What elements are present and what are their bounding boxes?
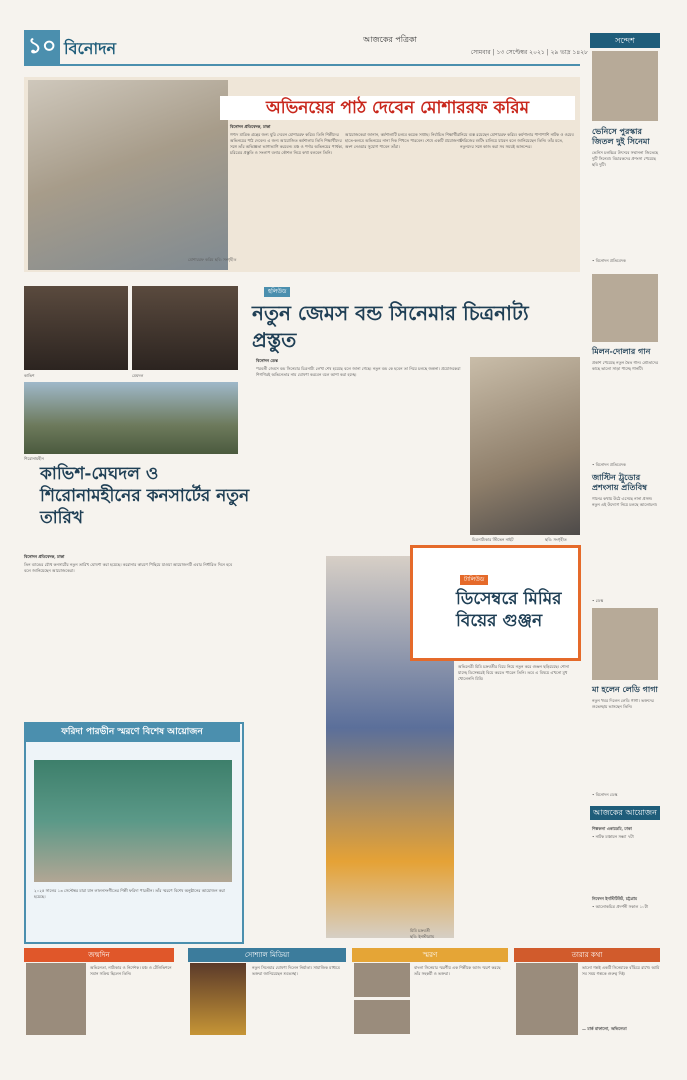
lead-column-3: নিয়ে ব্যস্ত রয়েছেন মোশাররফ করিম। কর্মশালার পাশাপাশি নাটক ও ওয়েব সিরিজের শুটিং চালিয়ে যাবেন বলে জানিয়েছেন তিনি। তাঁর মতে, নতুনদের সঙ্গে কাজ করা সব সময়ই আনন্দের। (460, 132, 574, 149)
paper-name: আজকের পত্রিকা (363, 35, 417, 44)
ajker-event-2: • আলোকচিত্র প্রদর্শনী সকাল ১০টা (592, 904, 649, 909)
farida-body: ২০২৫ সালের ১৩ সেপ্টেম্বর মারা যান লালনসংগীতের শিল্পী ফরিদা পারভীন। তাঁর স্মরণে বিশেষ অনুষ্ঠানের আয়োজন করা হয়েছে। (34, 888, 225, 899)
sidebar-headline-4[interactable]: মা হলেন লেডি গাগা (592, 684, 658, 694)
strip-photo-memory-2 (354, 1000, 410, 1034)
strip-text-star: ভালো গল্পই একটি সিনেমাকে বাঁচিয়ে রাখে। আমি সব সময় গল্পকে গুরুত্ব দিই। (582, 965, 660, 976)
section-title: বিনোদন (64, 39, 117, 58)
ajker-event-1: • নাটক মঞ্চায়ন সন্ধ্যা ৭টা (592, 834, 634, 839)
band-photo-kavish (24, 286, 128, 370)
farida-headline[interactable]: ফরিদা পারভীন স্মরণে বিশেষ আয়োজন (24, 722, 240, 742)
bond-byline: বিনোদন ডেস্ক (256, 358, 278, 363)
mimi-section-tag: টালিউড (460, 575, 488, 585)
lead-photo (28, 80, 228, 270)
mimi-body: অভিনেত্রী মিমি চক্রবর্তীর বিয়ে নিয়ে নতুন করে গুঞ্জন ছড়িয়েছে। শোনা যাচ্ছে ডিসেম্বরেই বিয়ে করতে পারেন তিনি। তবে এ বিষয়ে এখনো মুখ খোলেননি মিমি। (458, 664, 570, 681)
mimi-photo-caption: মিমি চক্রবর্তী (410, 928, 430, 933)
bond-body: পরবর্তী জেমস বন্ড সিনেমার চিত্রনাট্য লেখা শেষ হয়েছে বলে জানা গেছে। নতুন বন্ড কে হবেন তা নিয়ে চলছে জল্পনা। প্রযোজকেরা শিগগিরই অভিনেতার নাম ঘোষণা করবেন বলে আশা করা হচ্ছে। (256, 366, 461, 377)
band-caption-3: শিরোনামহীন (24, 456, 44, 461)
strip-header-memory: স্মরণ (352, 948, 508, 962)
masthead-rule (24, 64, 580, 66)
sidebar-text-4: নতুন খবর দিলেন লেডি গাগা। ভক্তদের শুভেচ্ছায় ভাসছেন তিনি। (592, 698, 654, 709)
bond-photo (470, 357, 580, 535)
bond-section-tag: হলিউড (264, 287, 290, 297)
strip-header-birthday: জন্মদিন (24, 948, 174, 962)
mimi-headline[interactable]: ডিসেম্বরে মিমির বিয়ের গুঞ্জন (456, 589, 562, 631)
band-caption-2: মেঘদল (132, 373, 144, 378)
sidebar-byline-1: • বিনোদন প্রতিবেদক (592, 258, 626, 263)
sidebar-photo-4 (592, 608, 658, 680)
strip-photo-birthday (26, 963, 86, 1035)
bond-photo-caption: চিত্রনাট্যকার স্টিভেন নাইট (472, 537, 514, 542)
sidebar-headline-2[interactable]: মিলন-দোলার গান (592, 346, 651, 356)
strip-photo-star (516, 963, 578, 1035)
page-number: ১০ (24, 30, 60, 64)
strip-header-star-talk: তারার কথা (514, 948, 660, 962)
strip-poster-social (190, 963, 246, 1035)
lead-byline: বিনোদন প্রতিবেদক, ঢাকা (230, 124, 271, 129)
ajker-venue-1: শিল্পকলা একাডেমি, ঢাকা (592, 826, 632, 831)
sidebar-photo-1 (592, 51, 658, 121)
farida-photo (34, 760, 232, 882)
ajker-aayojon-header: আজকের আয়োজন (590, 806, 660, 820)
band-headline[interactable]: কাভিশ-মেঘদল ও শিরোনামহীনের কনসার্টের নতুন তারিখ (40, 464, 250, 528)
sidebar-headline-3[interactable]: জাস্টিন ট্রুডোর প্রশংসায় প্রতিবিম্ব (592, 472, 647, 492)
lead-column-2: আয়োজকেরা জানান, কর্মশালাটি চলবে কয়েক সপ্তাহ। নির্বাচিত শিক্ষার্থীরা হাতে-কলমে অভিনয়ের নানা দিক শিখতে পারবেন। শেষে একটি প্রযোজনায় অংশ নেওয়ার সুযোগ পাবেন তাঁরা। (345, 132, 463, 149)
dateline: সোমবার | ১৩ সেপ্টেম্বর ২০২১ | ২৯ ভাদ্র ১৪২৮ (470, 49, 588, 56)
lead-photo-credit: মোশাররফ করিম ছবি: সংগৃহীত (188, 257, 237, 262)
band-byline: বিনোদন প্রতিবেদক, ঢাকা (24, 554, 65, 559)
strip-text-social: নতুন সিনেমার ঘোষণা দিলেন নির্মাতা। সামাজিক মাধ্যমে ভক্তরা জানিয়েছেন শুভেচ্ছা। (252, 965, 340, 976)
bond-photo-credit: ছবি: সংগৃহীত (545, 537, 567, 542)
sidebar-headline-1[interactable]: ভেনিসে পুরস্কার জিতল দুই সিনেমা (592, 126, 650, 146)
strip-header-social: সোশ্যাল মিডিয়া (188, 948, 346, 962)
sidebar-text-3: গানের কথায় উঠে এসেছে নানা প্রসঙ্গ। নতুন এই উদ্যোগ নিয়ে চলছে আলোচনা। (592, 496, 658, 507)
sidebar-byline-3: • ডেস্ক (592, 598, 604, 603)
lead-headline[interactable]: অভিনয়ের পাঠ দেবেন মোশাররফ করিম (220, 96, 575, 120)
bond-headline[interactable]: নতুন জেমস বন্ড সিনেমার চিত্রনাট্য প্রস্তুত (252, 301, 529, 352)
sidebar-byline-2: • বিনোদন প্রতিবেদক (592, 462, 626, 467)
mimi-photo-credit: ছবি: ইনস্টাগ্রাম (410, 934, 435, 939)
band-body: তিন ব্যান্ডের যৌথ কনসার্টের নতুন তারিখ ঘোষণা করা হয়েছে। করোনার কারণে পিছিয়ে যাওয়া আয়োজনটি এবার নির্ধারিত দিনে হবে বলে জানিয়েছেন আয়োজকেরা। (24, 562, 233, 573)
strip-photo-memory-1 (354, 963, 410, 997)
strip-text-birthday: অভিনেতা, নাট্যকার ও নির্দেশক। মঞ্চ ও টেলিভিশনে সমান সক্রিয় ছিলেন তিনি। (90, 965, 172, 976)
sidebar-byline-4: • বিনোদন ডেস্ক (592, 792, 618, 797)
strip-quote-attribution: — মার্ক রাফালো, অভিনেতা (582, 1026, 627, 1031)
band-caption-1: কাভিশ (24, 373, 35, 378)
sidebar-photo-2 (592, 274, 658, 342)
lead-column-1: গণ্যদ মাত্রিক গ্রন্থের জন্য ঘুরি দেবেন মোশাররফ করিম। তিনি শিল্পীদের অভিনয়ের পাঠ দেবেন। এ জন্য আয়োজিত কর্মশালায় তিনি শিক্ষার্থীদের সঙ্গে তাঁর অভিজ্ঞতা ভাগাভাগি করবেন। মঞ্চ ও পর্দার অভিনয়ের পার্থক্য, চরিত্রের প্রস্তুতি ও সংলাপ বলার কৌশল নিয়ে কথা বলবেন তিনি। (230, 132, 344, 155)
sidebar-tag: সন্দেশ (590, 33, 660, 48)
band-photo-meghdol (132, 286, 238, 370)
band-photo-shironamhin (24, 382, 238, 454)
sidebar-text-1: ভেনিস চলচ্চিত্র উৎসবে সম্মাননা জিতেছে দুটি সিনেমা। বিচারকদের প্রশংসা পেয়েছে ছবি দুটি। (592, 150, 659, 167)
ajker-venue-2: নিবেদন ইনস্টিটিউট, চট্টগ্রাম (592, 896, 637, 901)
strip-text-memory: বাংলা সিনেমার স্মরণীয় এক শিল্পীকে আজ স্মরণ করছে তাঁর সহকর্মী ও ভক্তরা। (414, 965, 501, 976)
sidebar-text-2: প্রকাশ পেয়েছে নতুন দ্বৈত গান। শ্রোতাদের কাছে ভালো সাড়া পাচ্ছে গানটি। (592, 360, 659, 371)
